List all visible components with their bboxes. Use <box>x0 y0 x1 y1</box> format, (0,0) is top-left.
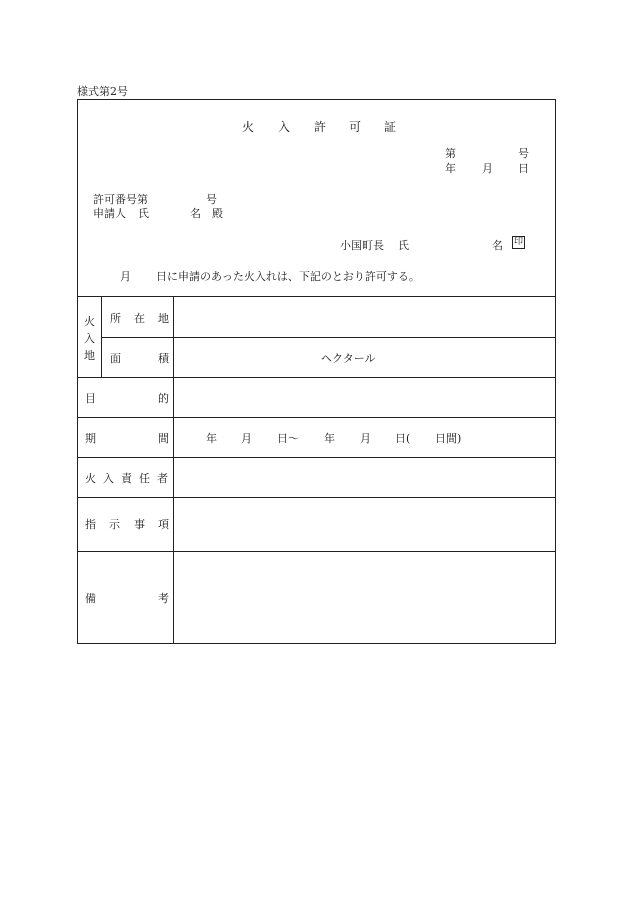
instructions-label-char: 示 <box>109 518 120 531</box>
issue-dai: 第 <box>445 147 456 160</box>
issue-month: 月 <box>482 162 493 175</box>
applicant-mei: 名 <box>190 207 201 220</box>
purpose-label-char: 目 <box>85 392 96 405</box>
statement-text: 日に申請のあった火入れは、下記のとおり許可する。 <box>156 270 420 283</box>
period-month-start: 月 <box>241 432 252 445</box>
period-day-start: 日〜 <box>277 432 299 445</box>
address-label-char: 地 <box>158 312 169 325</box>
location-group-char: 火 <box>84 315 95 328</box>
issuer-mei: 名 <box>492 239 503 252</box>
location-group-char: 入 <box>84 332 95 345</box>
title-char: 可 <box>349 120 362 134</box>
area-unit: ヘクタール <box>321 352 376 365</box>
applicant-dono: 殿 <box>212 207 223 220</box>
rule <box>78 296 555 297</box>
period-month-end: 月 <box>360 432 371 445</box>
title-char: 入 <box>278 120 291 134</box>
rule <box>78 417 555 418</box>
area-label-char: 積 <box>158 352 169 365</box>
issue-year: 年 <box>445 162 456 175</box>
location-group-char: 地 <box>84 349 95 362</box>
rule <box>173 296 174 644</box>
rule <box>101 337 555 338</box>
title-char: 火 <box>242 120 255 134</box>
applicant-label: 申請人 <box>93 207 126 220</box>
remarks-label-char: 備 <box>85 592 96 605</box>
address-label-char: 所 <box>110 312 121 325</box>
period-label-char: 期 <box>85 432 96 445</box>
period-day-end: 日( <box>395 432 411 445</box>
seal-stamp: 印 <box>513 237 523 247</box>
manager-label-char: 責 <box>121 472 132 485</box>
permit-no-label: 許可番号第 <box>93 193 148 206</box>
rule <box>101 296 102 377</box>
applicant-shi: 氏 <box>138 207 149 220</box>
rule <box>78 497 555 498</box>
issuer-label: 小国町長 <box>340 239 384 252</box>
issue-day: 日 <box>518 162 529 175</box>
purpose-label-char: 的 <box>158 392 169 405</box>
instructions-label-char: 項 <box>158 518 169 531</box>
issuer-shi: 氏 <box>398 239 409 252</box>
manager-label-char: 入 <box>103 472 114 485</box>
manager-label-char: 火 <box>85 472 96 485</box>
rule <box>78 457 555 458</box>
title-char: 許 <box>314 120 327 134</box>
address-label-char: 在 <box>134 312 145 325</box>
instructions-label-char: 事 <box>134 518 145 531</box>
issue-go: 号 <box>518 147 529 160</box>
rule <box>78 551 555 552</box>
remarks-label-char: 考 <box>158 592 169 605</box>
manager-label-char: 任 <box>139 472 150 485</box>
period-label-char: 間 <box>158 432 169 445</box>
permit-form <box>77 99 556 644</box>
instructions-label-char: 指 <box>85 518 96 531</box>
permit-no-suffix: 号 <box>206 193 217 206</box>
period-year-start: 年 <box>206 432 217 445</box>
title-char: 証 <box>384 120 397 134</box>
form-number: 様式第2号 <box>77 85 128 98</box>
period-days: 日間) <box>435 432 462 445</box>
period-year-end: 年 <box>324 432 335 445</box>
rule <box>78 377 555 378</box>
statement-month: 月 <box>120 270 131 283</box>
manager-label-char: 者 <box>157 472 168 485</box>
area-label-char: 面 <box>110 352 121 365</box>
